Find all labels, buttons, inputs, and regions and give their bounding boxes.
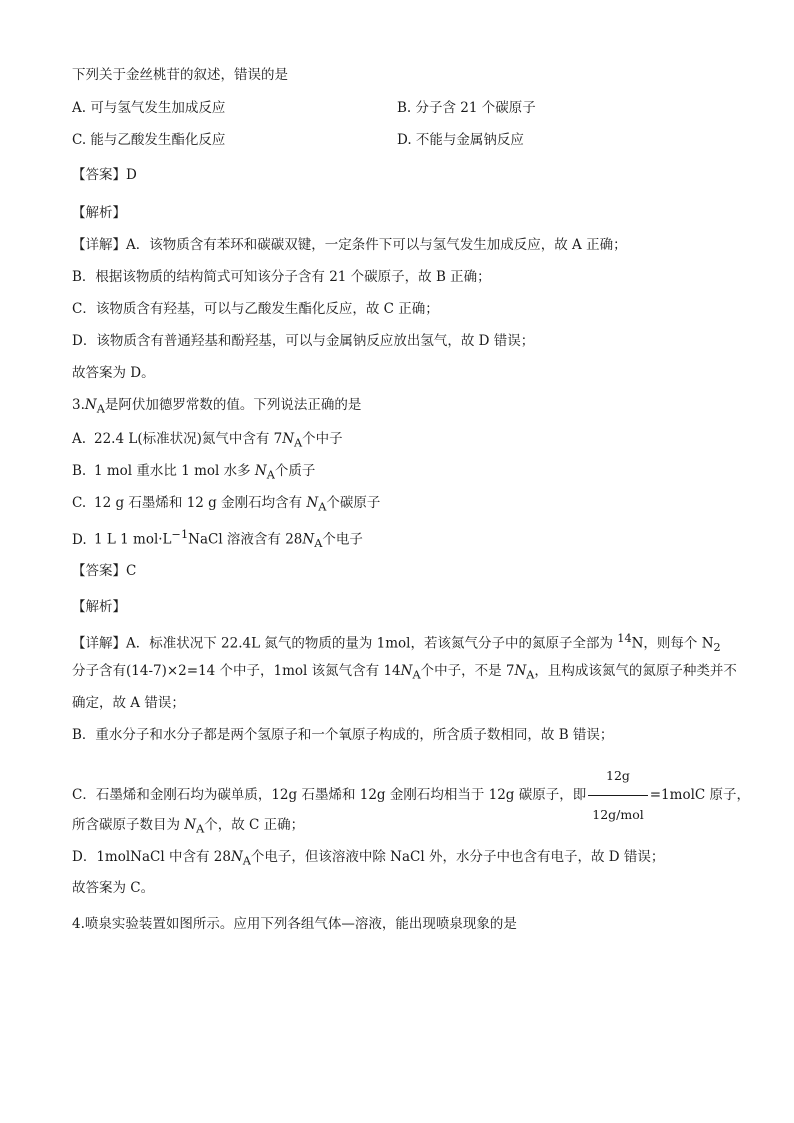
na-symbol: N — [84, 397, 97, 413]
detail-text: N，则每个 N — [631, 635, 714, 652]
superscript: −1 — [171, 528, 189, 541]
q2-option-c: C. 能与乙酸发生酯化反应 — [72, 132, 226, 148]
q2-detail-line-4: D．该物质含有普通羟基和酚羟基，可以与金属钠反应放出氢气，故 D 错误； — [72, 333, 535, 349]
q3-option-c — [72, 494, 380, 517]
na-sub: A — [196, 822, 205, 836]
q2-option-d: D. 不能与金属钠反应 — [397, 132, 524, 148]
q3-option-a — [72, 430, 343, 453]
na-symbol: N — [302, 531, 315, 548]
na-sub: A — [294, 436, 303, 450]
detail-text: D．1molNaCl 中含有 28 — [72, 849, 231, 865]
na-symbol: N — [230, 849, 243, 865]
na-symbol: N — [400, 663, 413, 679]
na-sub: A — [266, 468, 275, 482]
q2-answer — [72, 166, 137, 184]
option-text: 1 L 1 mol·L — [94, 531, 172, 548]
detail-tag: 【详解】 — [72, 237, 126, 253]
answer-value: C — [126, 563, 137, 579]
answer-tag: 【答案】 — [72, 167, 126, 183]
detail-text: =1molC 原子， — [649, 787, 751, 803]
na-sub: A — [96, 402, 105, 416]
option-label: B. — [72, 463, 87, 479]
q2-option-a: A. 可与氢气发生加成反应 — [72, 100, 226, 116]
q3-detail-line-7 — [72, 848, 664, 871]
q2-analysis-tag: 【解析】 — [72, 205, 126, 221]
fraction-numerator: 12g — [588, 758, 648, 796]
q3-detail-line-1 — [72, 630, 721, 657]
na-sub: A — [526, 668, 535, 682]
na-sub: A — [314, 537, 323, 551]
detail-tag: 【详解】 — [72, 635, 126, 652]
option-label: D. — [72, 531, 87, 548]
detail-text: A．该物质含有苯环和碳碳双键，一定条件下可以与氢气发生加成反应，故 A 正确； — [126, 237, 627, 253]
q3-detail-line-3: 确定，故 A 错误； — [72, 695, 185, 711]
q3-detail-line-2 — [72, 662, 737, 685]
option-text: 22.4 L(标准状况)氮气中含有 7 — [94, 431, 283, 447]
fraction — [588, 758, 648, 833]
option-text: 个中子 — [302, 431, 343, 447]
na-symbol: N — [282, 431, 295, 447]
q3-number: 3. — [72, 397, 85, 413]
option-label: C. — [72, 495, 87, 511]
answer-value: D — [126, 167, 137, 183]
q2-stem: 下列关于金丝桃苷的叙述，错误的是 — [72, 67, 288, 83]
q2-option-b: B. 分子含 21 个碳原子 — [397, 100, 536, 116]
q3-analysis-tag: 【解析】 — [72, 599, 126, 615]
subscript: 2 — [713, 641, 721, 655]
q3-detail-line-6 — [72, 816, 304, 839]
na-sub: A — [318, 500, 327, 514]
q2-detail-line-2: B．根据该物质的结构简式可知该分子含有 21 个碳原子，故 B 正确； — [72, 269, 491, 285]
q2-detail-line-3: C．该物质含有羟基，可以与乙酸发生酯化反应，故 C 正确； — [72, 301, 439, 317]
q3-conclusion: 故答案为 C。 — [72, 880, 155, 896]
superscript: 14 — [617, 632, 632, 645]
option-text: NaCl 溶液含有 28 — [188, 531, 303, 548]
q2-conclusion: 故答案为 D。 — [72, 365, 155, 381]
detail-text: A．标准状况下 22.4L 氮气的物质的量为 1mol，若该氮气分子中的氮原子全部为 — [126, 635, 618, 652]
q3-option-d — [72, 526, 363, 553]
answer-tag: 【答案】 — [72, 563, 126, 579]
q2-detail-line-1 — [72, 236, 627, 254]
detail-text: 所含碳原子数目为 — [72, 817, 185, 833]
q3-option-b — [72, 462, 315, 485]
detail-text: 个电子，但该溶液中除 NaCl 外，水分子中也含有电子，故 D 错误； — [250, 849, 665, 865]
option-label: A. — [72, 431, 87, 447]
detail-text: 个中子，不是 7 — [420, 663, 515, 679]
option-text: 个电子 — [322, 531, 363, 548]
na-symbol: N — [514, 663, 527, 679]
option-text: 个碳原子 — [326, 495, 381, 511]
option-text: 个质子 — [274, 463, 316, 479]
q3-stem-text: 是阿伏加德罗常数的值。下列说法正确的是 — [104, 397, 362, 413]
q3-answer — [72, 562, 136, 580]
na-symbol: N — [184, 817, 197, 833]
detail-text: ，且构成该氮气的氮原子种类并不 — [534, 663, 737, 679]
detail-text: 个，故 C 正确； — [204, 817, 305, 833]
detail-text: 分子含有(14-7)×2=14 个中子，1mol 该氮气含有 14 — [72, 663, 401, 679]
na-sub: A — [242, 854, 251, 868]
q3-detail-line-4: B．重水分子和水分子都是两个氢原子和一个氧原子构成的，所含质子数相同，故 B 错误； — [72, 727, 614, 743]
fraction-denominator: 12g/mol — [592, 807, 644, 822]
option-text: 1 mol 重水比 1 mol 水多 — [94, 463, 255, 479]
option-text: 12 g 石墨烯和 12 g 金刚石均含有 — [94, 495, 307, 511]
na-symbol: N — [306, 495, 319, 511]
q3-stem — [72, 396, 361, 419]
q4-stem: 4.喷泉实验装置如图所示。应用下列各组气体—溶液，能出现喷泉现象的是 — [72, 916, 517, 932]
detail-text: C．石墨烯和金刚石均为碳单质，12g 石墨烯和 12g 金刚石均相当于 12g 碳原子，即 — [72, 787, 587, 803]
na-sub: A — [412, 668, 421, 682]
na-symbol: N — [254, 463, 267, 479]
